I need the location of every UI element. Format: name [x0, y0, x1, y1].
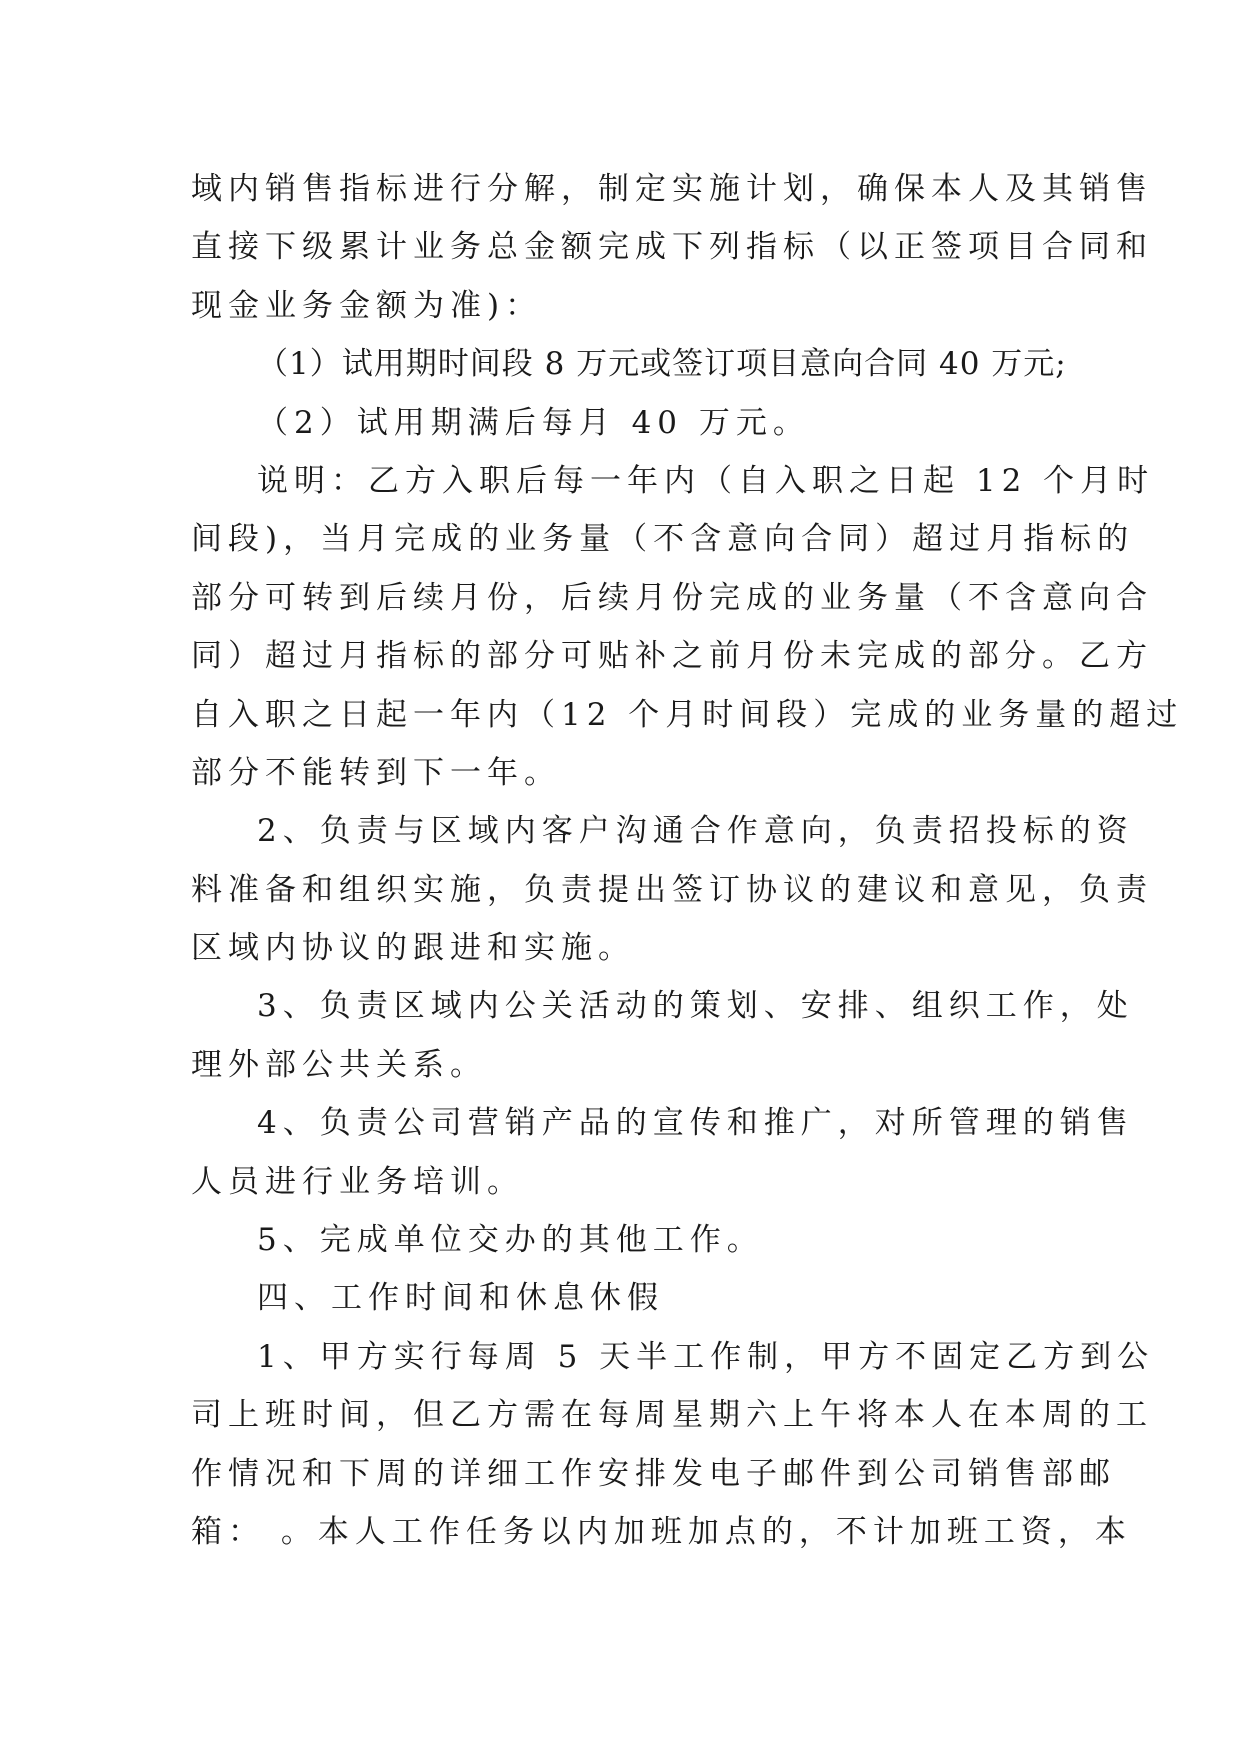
text-line-16: 理外部公共关系。 — [191, 1046, 487, 1083]
text-line-18: 人员进行业务培训。 — [191, 1163, 524, 1200]
text-line-23: 作情况和下周的详细工作安排发电子邮件到公司销售部邮 — [191, 1455, 1116, 1492]
section-heading: 四、工作时间和休息休假 — [257, 1280, 664, 1317]
text-line-21: 1、甲方实行每周 5 天半工作制，甲方不固定乙方到公 — [257, 1338, 1155, 1375]
text-line-4: （1）试用期时间段 8 万元或签订项目意向合同 40 万元; — [257, 346, 1067, 383]
text-line-15: 3、负责区域内公关活动的策划、安排、组织工作，处 — [257, 988, 1134, 1025]
text-line-7: 间段)，当月完成的业务量（不含意向合同）超过月指标的 — [191, 521, 1135, 558]
text-line-17: 4、负责公司营销产品的宣传和推广，对所管理的销售 — [257, 1105, 1134, 1142]
text-line-1: 域内销售指标进行分解，制定实施计划，确保本人及其销售 — [191, 171, 1153, 207]
document-body — [191, 160, 1184, 1561]
text-line-10: 自入职之日起一年内（12 个月时间段）完成的业务量的超过 — [191, 696, 1184, 733]
text-line-6: 说明：乙方入职后每一年内（自入职之日起 12 个月时 — [257, 462, 1155, 499]
text-line-5: （2）试用期满后每月 40 万元。 — [257, 404, 810, 441]
text-line-24: 箱： 。本人工作任务以内加班加点的，不计加班工资，本 — [191, 1513, 1132, 1550]
text-line-8: 部分可转到后续月份，后续月份完成的业务量（不含意向合 — [191, 579, 1153, 616]
text-line-12: 2、负责与区域内客户沟通合作意向，负责招投标的资 — [257, 813, 1134, 850]
text-line-3: 现金业务金额为准)： — [191, 287, 543, 324]
text-line-2: 直接下级累计业务总金额完成下列指标（以正签项目合同和 — [191, 229, 1153, 266]
text-line-22: 司上班时间，但乙方需在每周星期六上午将本人在本周的工 — [191, 1397, 1153, 1434]
text-line-9: 同）超过月指标的部分可贴补之前月份未完成的部分。乙方 — [191, 638, 1153, 675]
text-line-13: 料准备和组织实施，负责提出签订协议的建议和意见，负责 — [191, 871, 1153, 908]
text-line-14: 区域内协议的跟进和实施。 — [191, 930, 635, 967]
text-line-11: 部分不能转到下一年。 — [191, 754, 561, 791]
text-line-19: 5、完成单位交办的其他工作。 — [257, 1222, 764, 1259]
